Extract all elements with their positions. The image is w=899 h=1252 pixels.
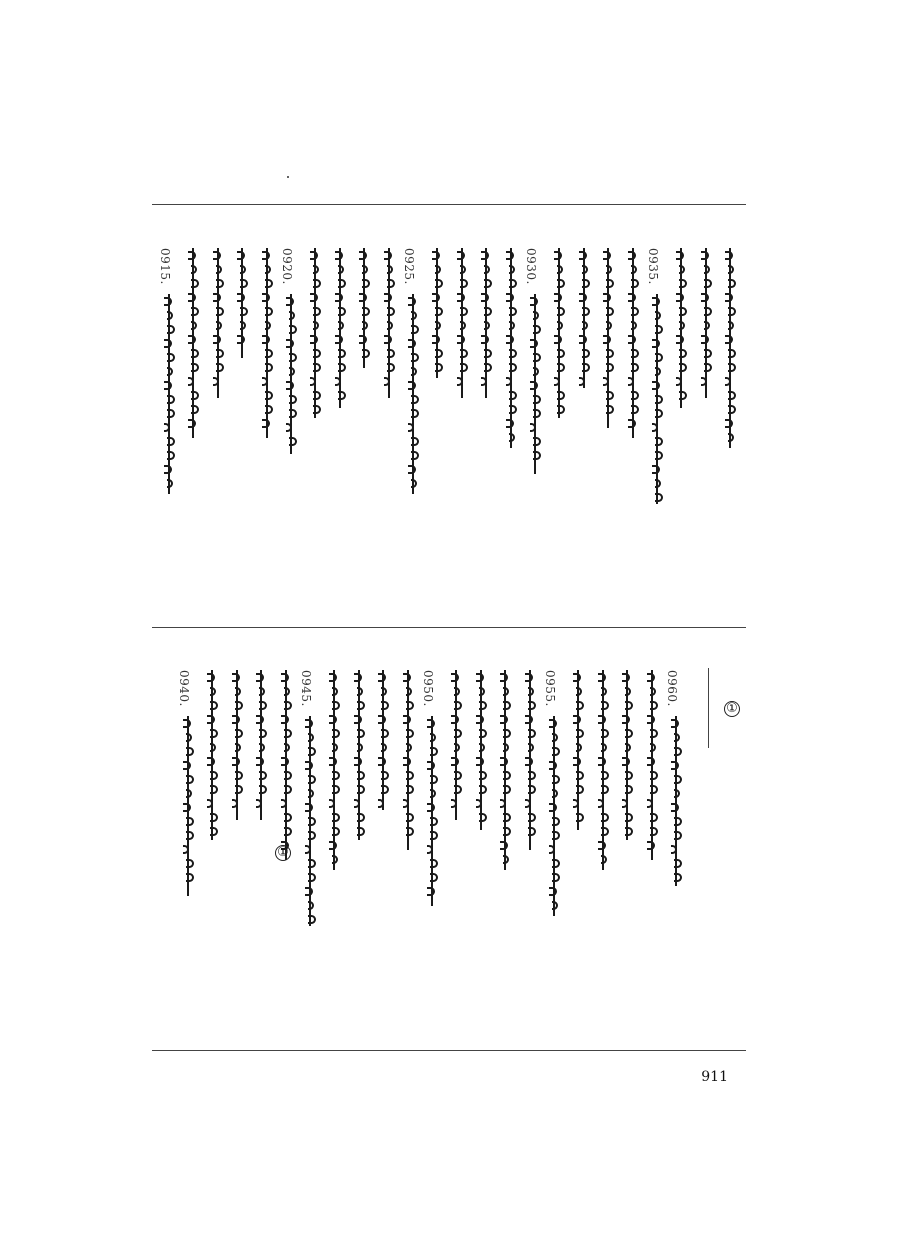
line-number: 0935. — [646, 248, 660, 285]
line-number: 0955. — [543, 670, 557, 707]
mongolian-script-line — [627, 248, 638, 438]
mongolian-script-line — [206, 670, 217, 840]
mongolian-script-line — [572, 670, 583, 830]
mongolian-script-line — [499, 670, 510, 870]
mongolian-script-line — [182, 716, 193, 896]
line-number: 0960. — [665, 670, 679, 707]
mongolian-script-line — [426, 716, 437, 906]
mongolian-script-line — [670, 716, 681, 886]
mongolian-script-line — [358, 248, 369, 368]
line-number: 0950. — [421, 670, 435, 707]
mongolian-script-line — [212, 248, 223, 398]
inline-footnote-marker: ① — [275, 845, 291, 861]
mongolian-script-line — [353, 670, 364, 840]
mongolian-script-line — [480, 248, 491, 398]
mongolian-script-line — [475, 670, 486, 830]
footnote-marker: ① — [724, 701, 740, 717]
mongolian-script-line — [431, 248, 442, 378]
mongolian-script-line — [285, 294, 296, 454]
mongolian-script-line — [675, 248, 686, 408]
mongolian-script-line — [383, 248, 394, 398]
mongolian-script-line — [524, 670, 535, 850]
mongolian-script-line — [309, 248, 320, 418]
mongolian-script-line — [578, 248, 589, 388]
page-number: 911 — [701, 1069, 728, 1085]
speck-mark — [287, 176, 289, 178]
mongolian-script-line — [231, 670, 242, 820]
mongolian-script-line — [597, 670, 608, 870]
line-number: 0920. — [280, 248, 294, 285]
mongolian-script-line — [700, 248, 711, 398]
line-number: 0925. — [402, 248, 416, 285]
line-number: 0930. — [524, 248, 538, 285]
line-number: 0945. — [299, 670, 313, 707]
top-rule — [152, 204, 746, 205]
mongolian-script-line — [187, 248, 198, 438]
line-number: 0915. — [158, 248, 172, 285]
mongolian-script-line — [280, 670, 291, 860]
footnote-divider — [708, 668, 709, 748]
mongolian-script-line — [255, 670, 266, 820]
mongolian-script-line — [163, 294, 174, 494]
mongolian-script-line — [261, 248, 272, 438]
mongolian-script-line — [548, 716, 559, 916]
mongolian-script-line — [402, 670, 413, 850]
mongolian-script-line — [407, 294, 418, 494]
mongolian-script-line — [553, 248, 564, 418]
mongolian-script-line — [505, 248, 516, 448]
mongolian-script-line — [529, 294, 540, 474]
mongolian-script-line — [450, 670, 461, 820]
mongolian-script-line — [621, 670, 632, 840]
mongolian-script-line — [236, 248, 247, 358]
mongolian-script-line — [304, 716, 315, 926]
line-number: 0940. — [177, 670, 191, 707]
mongolian-script-line — [646, 670, 657, 860]
bottom-rule — [152, 1050, 746, 1051]
mongolian-script-line — [328, 670, 339, 870]
mongolian-script-line — [651, 294, 662, 504]
mongolian-script-line — [334, 248, 345, 408]
mongolian-script-line — [377, 670, 388, 810]
middle-rule — [152, 627, 746, 628]
mongolian-script-line — [724, 248, 735, 448]
mongolian-script-line — [456, 248, 467, 398]
mongolian-script-line — [602, 248, 613, 428]
